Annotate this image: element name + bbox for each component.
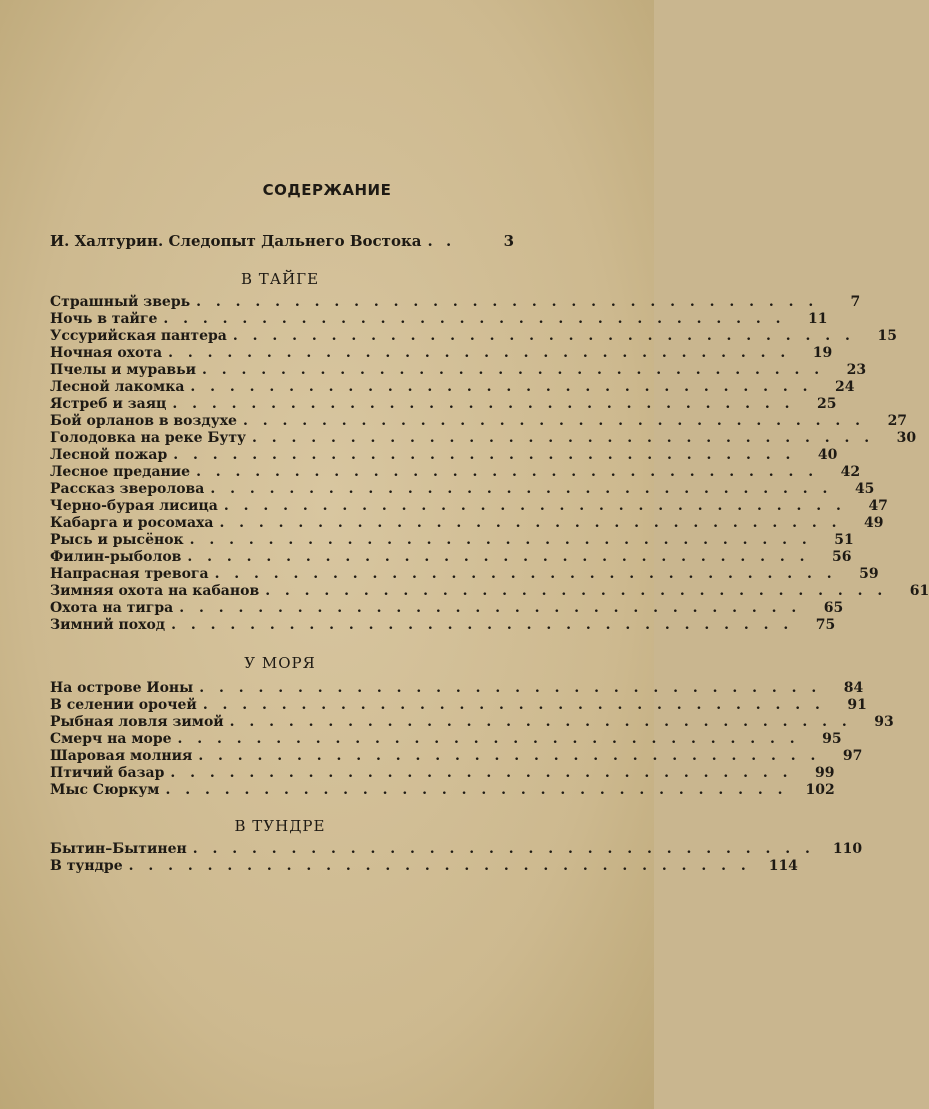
dot-leader: . . . . . . . . . . . . . . . . . . . . . . . . . . . . . . . . <box>252 430 875 446</box>
dot-leader: . . . . . . . . . . . . . . . . . . . . . . . . . . . . . . . . <box>187 549 810 565</box>
toc-entry-page: 19 <box>812 345 833 361</box>
toc-entry-page: 95 <box>822 731 842 747</box>
toc-entry <box>50 697 867 714</box>
dot-leader: . . . . . . . . . . . . . . . . . . . . . . . . . . . . . . . . <box>214 566 837 582</box>
toc-entry-title: Бытин–Бытинен <box>50 841 187 857</box>
dot-leader: . . . . . . . . . . . . . . . . . . . . . . . . . . . . . . . . <box>163 311 786 327</box>
toc-entry-title: Пчелы и муравьи <box>50 362 197 378</box>
dot-leader: . . . . . . . . . . . . . . . . . . . . . . . . . . . . . . . . <box>229 714 852 730</box>
section-title-sea: У МОРЯ <box>244 654 316 672</box>
toc-entry-title: На острове Ионы <box>50 680 194 696</box>
toc-entry <box>50 515 884 532</box>
toc-entry-page: 114 <box>768 858 798 874</box>
toc-entry-title: Бой орланов в воздухе <box>50 413 237 429</box>
toc-entry-page: 11 <box>808 311 828 327</box>
toc-entry <box>50 858 798 875</box>
toc-entry <box>50 714 894 731</box>
toc-entry-page: 47 <box>868 498 888 514</box>
toc-entry <box>50 617 836 634</box>
toc-entry <box>50 600 844 617</box>
toc-entry-page: 7 <box>850 294 861 310</box>
toc-entry-page: 40 <box>817 447 838 463</box>
toc-entry-page: 42 <box>840 464 861 480</box>
toc-entry-title: Лесной пожар <box>50 447 168 463</box>
toc-entry-title: Зимняя охота на кабанов <box>50 583 260 599</box>
toc-entry <box>50 731 842 748</box>
toc-entry-title: Кабарга и росомаха <box>50 515 214 531</box>
toc-entry <box>50 464 861 481</box>
dot-leader: . . . . . . . . . . . . . . . . . . . . . . . . . . . . . . . . <box>202 362 825 378</box>
toc-entry <box>50 379 855 396</box>
toc-entry-page: 97 <box>842 748 863 764</box>
toc-entry-page: 25 <box>817 396 837 412</box>
toc-entry-page: 91 <box>847 697 867 713</box>
dot-leader: . . . . . . . . . . . . . . . . . . . . . . . . . . . . . . . . <box>198 748 821 764</box>
dot-leader: . . . . . . . . . . . . . . . . . . . . . . . . . . . . . . . . <box>128 858 751 874</box>
dot-leader: . . . . . . . . . . . . . . . . . . . . . . . . . . . . . . . . <box>190 379 813 395</box>
dot-leader: . . . . . . . . . . . . . . . . . . . . . . . . . . . . . . . . <box>196 294 819 310</box>
toc-entry-title: Филин-рыболов <box>50 549 182 565</box>
section-title-tundra: В ТУНДРЕ <box>234 817 326 835</box>
toc-entry-title: Ночная охота <box>50 345 163 361</box>
toc-entry-title: Черно-бурая лисица <box>50 498 218 514</box>
toc-entry-title: Голодовка на реке Буту <box>50 430 247 446</box>
intro-entry-title: И. Халтурин. Следопыт Дальнего Востока <box>50 232 422 250</box>
toc-entry <box>50 841 863 858</box>
toc-entry <box>50 396 837 413</box>
toc-entry <box>50 345 833 362</box>
toc-entry <box>50 748 863 765</box>
toc-entry <box>50 765 835 782</box>
dot-leader: . . . . . . . . . . . . . . . . . . . . . . . . . . . . . . . . <box>165 782 788 798</box>
dot-leader: . . . . . . . . . . . . . . . . . . . . . . . . . . . . . . . . <box>189 532 812 548</box>
toc-entry <box>50 680 864 697</box>
dot-leader: . . . . . . . . . . . . . . . . . . . . . . . . . . . . . . . . <box>196 464 819 480</box>
dot-leader: . . . . . . . . . . . . . . . . . . . . . . . . . . . . . . . . <box>242 413 866 429</box>
toc-entry <box>50 532 854 549</box>
toc-entry-page: 102 <box>805 782 835 798</box>
toc-entry-page: 61 <box>909 583 929 599</box>
toc-entry <box>50 566 879 583</box>
toc-entry-page: 65 <box>823 600 844 616</box>
toc-entry-title: Лесное предание <box>50 464 191 480</box>
toc-entry-page: 75 <box>815 617 836 633</box>
toc-entry <box>50 447 838 464</box>
toc-entry-title: Зимний поход <box>50 617 166 633</box>
toc-entry-title: Мыс Сюркум <box>50 782 160 798</box>
dot-leader: . . . . . . . . . . . . . . . . . . . . . . . . . . . . . . . . <box>177 731 800 747</box>
toc-entry-page: 110 <box>832 841 863 857</box>
toc-entry-title: Напрасная тревога <box>50 566 209 582</box>
toc-entry <box>50 294 861 311</box>
dot-leader: . . . . . . . . . . . . . . . . . . . . . . . . . . . . . . . . <box>232 328 855 344</box>
toc-entry-page: 99 <box>814 765 835 781</box>
toc-entry <box>50 311 828 328</box>
dot-leader: . . . . . . . . . . . . . . . . . . . . . . . . . . . . . . . . <box>173 447 796 463</box>
dot-leader: . . . . . . . . . . . . . . . . . . . . . . . . . . . . . . . . <box>265 583 888 599</box>
toc-entry-title: Ястреб и заяц <box>50 396 167 412</box>
toc-entry-title: Рысь и рысёнок <box>50 532 184 548</box>
toc-entry-page: 27 <box>887 413 908 429</box>
toc-entry-title: Рыбная ловля зимой <box>50 714 224 730</box>
toc-entry-title: В селении орочей <box>50 697 197 713</box>
toc-entry <box>50 549 852 566</box>
dot-leader: . . . . . . . . . . . . . . . . . . . . . . . . . . . . . . . . <box>170 765 793 781</box>
dot-leader: . . <box>427 232 456 250</box>
dot-leader: . . . . . . . . . . . . . . . . . . . . . . . . . . . . . . . . <box>172 396 795 412</box>
intro-entry <box>50 232 514 250</box>
dot-leader: . . . . . . . . . . . . . . . . . . . . . . . . . . . . . . . . <box>171 617 794 633</box>
toc-entry <box>50 362 867 379</box>
toc-entry-title: Шаровая молния <box>50 748 193 764</box>
toc-entry-title: Страшный зверь <box>50 294 191 310</box>
dot-leader: . . . . . . . . . . . . . . . . . . . . . . . . . . . . . . . . <box>199 680 822 696</box>
toc-entry <box>50 413 908 430</box>
toc-entry-page: 24 <box>834 379 855 395</box>
dot-leader: . . . . . . . . . . . . . . . . . . . . . . . . . . . . . . . . <box>168 345 791 361</box>
toc-entry-title: Охота на тигра <box>50 600 174 616</box>
toc-entry-title: Птичий базар <box>50 765 165 781</box>
dot-leader: . . . . . . . . . . . . . . . . . . . . . . . . . . . . . . . . <box>179 600 802 616</box>
page-title: СОДЕРЖАНИЕ <box>262 181 392 199</box>
toc-entry <box>50 583 929 600</box>
section-title-taiga: В ТАЙГЕ <box>240 270 320 288</box>
toc-entry-page: 49 <box>864 515 884 531</box>
toc-entry-page: 45 <box>854 481 875 497</box>
toc-entry <box>50 481 875 498</box>
toc-entry-title: Лесной лакомка <box>50 379 185 395</box>
section-list-sea <box>50 680 894 799</box>
toc-entry-page: 30 <box>896 430 917 446</box>
toc-entry-title: Смерч на море <box>50 731 172 747</box>
toc-entry-page: 23 <box>846 362 867 378</box>
toc-entry-page: 59 <box>859 566 879 582</box>
dot-leader: . . . . . . . . . . . . . . . . . . . . . . . . . . . . . . . . <box>223 498 846 514</box>
toc-entry-page: 51 <box>834 532 854 548</box>
toc-entry-page: 84 <box>843 680 864 696</box>
toc-entry-title: Уссурийская пантера <box>50 328 227 344</box>
toc-entry <box>50 430 917 447</box>
toc-entry <box>50 498 888 515</box>
toc-entry <box>50 328 897 345</box>
toc-entry-title: В тундре <box>50 858 123 874</box>
dot-leader: . . . . . . . . . . . . . . . . . . . . . . . . . . . . . . . . <box>202 697 825 713</box>
section-list-tundra <box>50 841 863 875</box>
section-list-taiga <box>50 294 929 634</box>
toc-entry-page: 93 <box>874 714 894 730</box>
toc-entry-page: 15 <box>877 328 897 344</box>
toc-entry <box>50 782 835 799</box>
toc-entry-title: Рассказ зверолова <box>50 481 205 497</box>
dot-leader: . . . . . . . . . . . . . . . . . . . . . . . . . . . . . . . . <box>192 841 815 857</box>
dot-leader: . . . . . . . . . . . . . . . . . . . . . . . . . . . . . . . . <box>219 515 842 531</box>
intro-entry-page: 3 <box>503 232 514 250</box>
toc-entry-page: 56 <box>832 549 852 565</box>
toc-entry-title: Ночь в тайге <box>50 311 158 327</box>
dot-leader: . . . . . . . . . . . . . . . . . . . . . . . . . . . . . . . . <box>210 481 833 497</box>
